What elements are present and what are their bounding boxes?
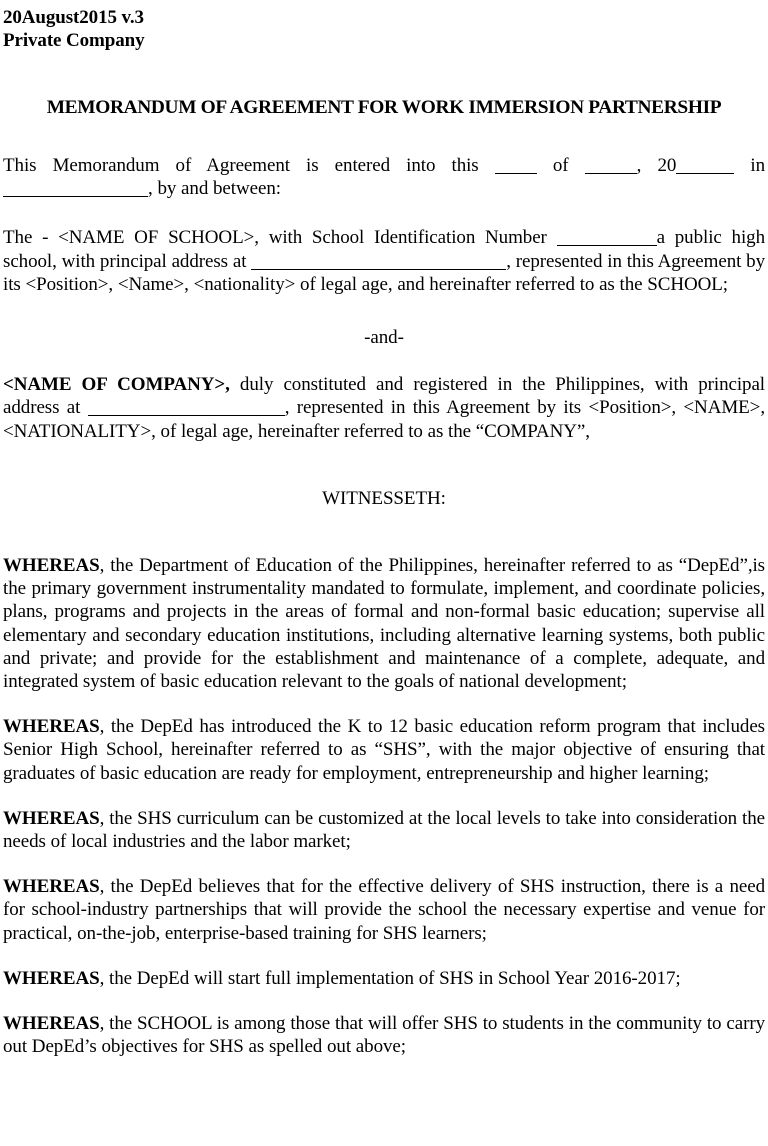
witnesseth-heading: WITNESSETH: <box>322 487 446 509</box>
spacer <box>3 120 765 154</box>
page-title: MEMORANDUM OF AGREEMENT FOR WORK IMMERSION PARTNERSHIP <box>46 97 722 118</box>
whereas-label: WHEREAS <box>3 807 100 829</box>
spacer <box>3 785 765 807</box>
intro-segment-1: This Memorandum of Agreement is entered into this <box>3 155 495 176</box>
blank-school-id-number[interactable] <box>557 245 657 246</box>
intro-segment-5: , by and between: <box>148 178 281 200</box>
whereas-label: WHEREAS <box>3 967 100 989</box>
whereas-clause <box>3 1012 765 1058</box>
spacer <box>3 853 765 875</box>
school-segment-2: a public high school, with principal address at <box>3 227 765 272</box>
whereas-text: , the SCHOOL is among those that will offer SHS to students in the community to carry out DepEd’s objectives for SHS as spelled out above; <box>3 1013 765 1058</box>
header-company-type-line: Private Company <box>3 30 145 51</box>
spacer <box>3 296 765 326</box>
whereas-label: WHEREAS <box>3 555 100 577</box>
blank-day[interactable] <box>495 173 537 174</box>
spacer <box>3 443 765 487</box>
school-segment-3: , represented in this Agreement by its <Position>, <Name>, <nationality> of legal age, and hereinafter referred to as the SCHOOL; <box>3 250 765 295</box>
company-segment-1: duly constituted and registered in the Philippines, with principal address at <box>3 374 766 419</box>
intro-segment-4: in <box>734 155 766 176</box>
whereas-label: WHEREAS <box>3 716 100 738</box>
whereas-label: WHEREAS <box>3 876 100 898</box>
school-segment-1: The - <NAME OF SCHOOL>, with School Identification Number <box>3 227 557 249</box>
whereas-text: , the DepEd has introduced the K to 12 basic education reform program that includes Senior High School, hereinafter referred to as “SHS”, with the major objective of ensuring that graduates of basic education are ready for employment, entrepreneurship and higher learning; <box>3 716 765 784</box>
header-version-line: 20August2015 v.3 <box>3 7 144 28</box>
blank-month[interactable] <box>585 173 637 174</box>
whereas-clause <box>3 875 765 945</box>
whereas-label: WHEREAS <box>3 1013 100 1035</box>
whereas-clause <box>3 554 765 693</box>
blank-year[interactable] <box>676 173 734 174</box>
and-separator: -and- <box>364 327 404 349</box>
blank-school-address[interactable] <box>251 269 506 270</box>
spacer <box>3 990 765 1012</box>
blank-company-address[interactable] <box>88 415 285 416</box>
whereas-text: , the Department of Education of the Philippines, hereinafter referred to as “DepEd”,is the primary government instrumentality mandated to formulate, implement, and coordinate policies, plans, programs and projects in the areas of formal and non-formal basic education; supervise all elementary and secondary education institutions, including alternative learning systems, both public and private; and provide for the establishment and maintenance of a complete, adequate, and integrated system of basic education relevant to the goals of national development; <box>3 555 765 693</box>
whereas-text: , the DepEd believes that for the effective delivery of SHS instruction, there is a need for school-industry partnerships that will provide the school the necessary expertise and venue for practical, on-the-job, enterprise-based training for SHS learners; <box>3 876 765 944</box>
school-party-paragraph <box>3 226 765 296</box>
whereas-text: , the DepEd will start full implementation of SHS in School Year 2016-2017; <box>99 967 681 989</box>
spacer <box>3 945 765 967</box>
spacer <box>3 510 765 554</box>
company-segment-2: , represented in this Agreement by its <Position>, <NAME>, <NATIONALITY>, of legal age, hereinafter referred to as the “COMPANY”, <box>3 397 765 442</box>
company-name: <NAME OF COMPANY>, <box>3 374 230 396</box>
spacer <box>3 693 765 715</box>
whereas-clause <box>3 807 765 853</box>
whereas-clause <box>3 715 765 785</box>
blank-place[interactable] <box>3 196 148 197</box>
spacer <box>3 200 765 226</box>
intro-segment-2: of <box>536 155 585 176</box>
document-header <box>3 6 765 52</box>
whereas-text: , the SHS curriculum can be customized at the local levels to take into consideration the needs of local industries and the labor market; <box>3 807 765 853</box>
whereas-clause <box>3 967 765 990</box>
company-party-paragraph <box>3 373 765 443</box>
spacer <box>3 349 765 373</box>
intro-paragraph <box>3 154 765 200</box>
intro-segment-3: , 20 <box>636 155 677 176</box>
